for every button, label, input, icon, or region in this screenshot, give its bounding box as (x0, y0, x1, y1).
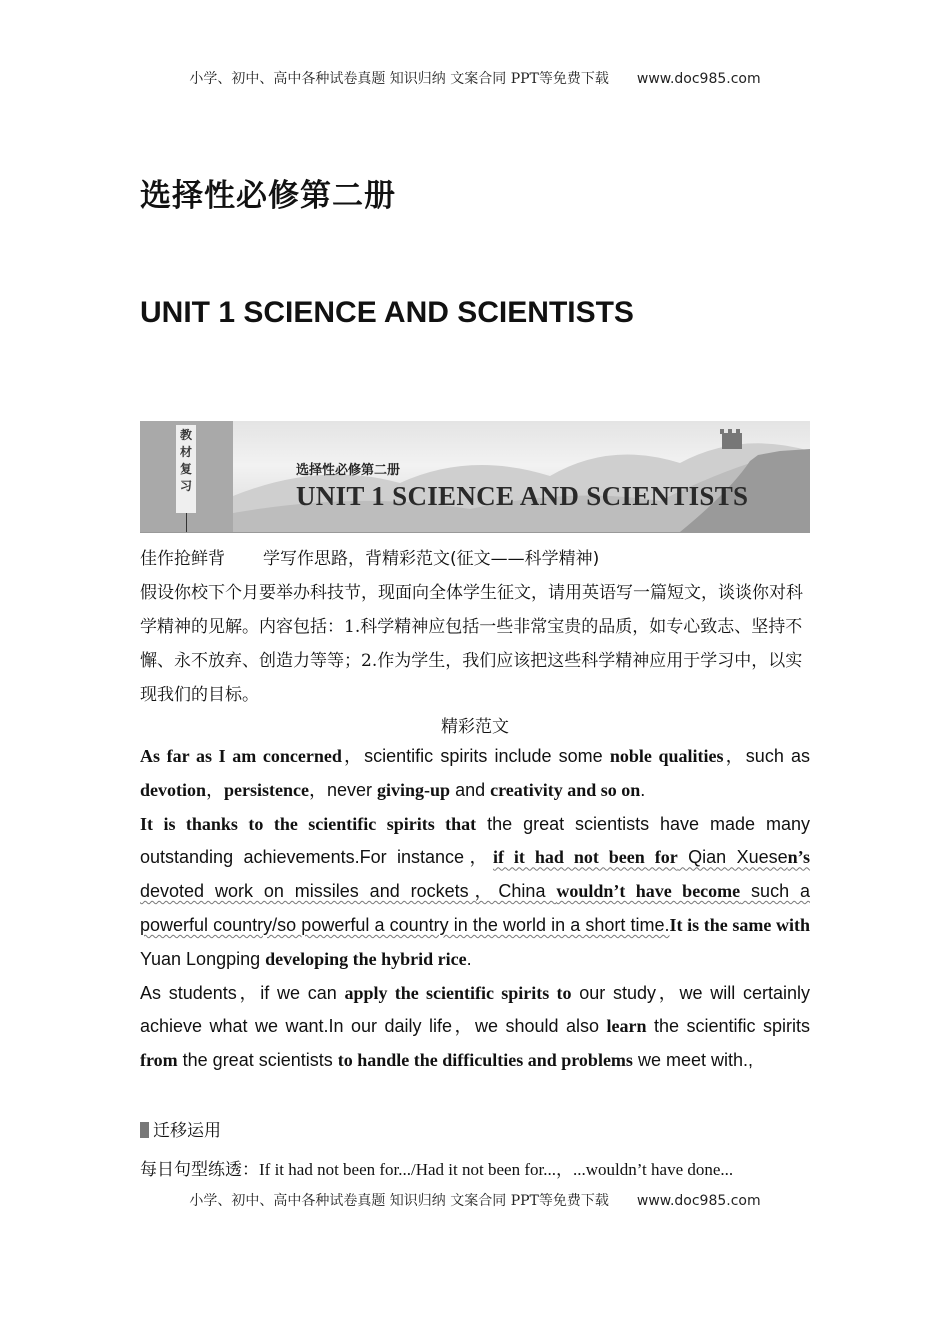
section-marker-icon (140, 1122, 149, 1138)
phrase: It is thanks to the scientific spirits that (140, 813, 477, 834)
text: As students，if we can (140, 982, 345, 1003)
phrase: It is the same with (669, 914, 811, 935)
text: Yuan Longping (140, 948, 266, 969)
mountain-landscape-illustration (140, 421, 810, 532)
unit-title: UNIT 1 SCIENCE AND SCIENTISTS (140, 296, 634, 329)
daily-pattern-text: If it had not been for.../Had it not been for...，...wouldn’t have done... (259, 1160, 734, 1179)
section-heading (140, 544, 810, 569)
banner-tag: 教材复习 (176, 425, 196, 513)
text: devoted work on missiles and rockets，China (140, 881, 557, 902)
phrase: persistence (224, 779, 309, 800)
phrase: developing the hybrid rice (265, 948, 467, 969)
banner-divider (186, 513, 187, 532)
essay-paragraph-2 (140, 808, 810, 977)
phrase: n’s (787, 847, 811, 868)
text: Qian Xuese (677, 847, 788, 868)
text: the scientific spirits (646, 1016, 810, 1037)
transfer-section-heading (140, 1116, 810, 1141)
header-text: 小学、初中、高中各种试卷真题 知识归纳 文案合同 PPT等免费下载 (189, 71, 609, 87)
phrase: wouldn’t have become (556, 881, 741, 902)
phrase: creativity and so on (490, 779, 641, 800)
text: such a powerful country/so powerful a country in the world in a short time. (140, 881, 810, 935)
text: the great scientists (177, 1050, 338, 1071)
daily-pattern-label: 每日句型练透： (140, 1160, 259, 1180)
transfer-label: 迁移运用 (153, 1121, 221, 1141)
phrase: noble qualities (609, 746, 724, 766)
page-footer (0, 1190, 950, 1210)
model-essay (140, 740, 810, 1078)
text: ，such as (723, 746, 810, 766)
text: the great scientists have made many outstanding achievements.For instance， (140, 813, 810, 868)
unit-banner (140, 421, 810, 533)
text: . (640, 779, 646, 800)
phrase: As far as I am concerned (140, 746, 342, 766)
text: ， (206, 779, 225, 800)
model-essay-label: 精彩范文 (441, 717, 509, 737)
text: and (450, 779, 491, 800)
header-site[interactable]: www.doc985.com (636, 71, 761, 87)
footer-site[interactable]: www.doc985.com (636, 1193, 761, 1209)
phrase: devotion (140, 779, 207, 800)
daily-pattern (140, 1155, 810, 1180)
phrase: from (140, 1050, 178, 1071)
phrase: learn (606, 1016, 647, 1037)
text: ，scientific spirits include some (341, 746, 610, 766)
essay-paragraph-3 (140, 977, 810, 1078)
text: we meet with., (632, 1050, 753, 1071)
text: . (466, 948, 472, 969)
essay-paragraph-1 (140, 740, 810, 808)
banner-small-title: 选择性必修第二册 (296, 463, 401, 478)
text: ，never (309, 779, 378, 800)
book-title: 选择性必修第二册 (140, 178, 396, 214)
writing-prompt: 假设你校下个月要举办科技节，现面向全体学生征文，请用英语写一篇短文，谈谈你对科学精神的见解。内容包括：1.科学精神应包括一些非常宝贵的品质，如专心致志、坚持不懈、永不放弃、创造力等等；2.作为学生，我们应该把这些科学精神应用于学习中，以实现我们的目标。 (140, 583, 803, 705)
section-title: 学写作思路，背精彩范文(征文——科学精神) (263, 549, 600, 569)
banner-big-title: UNIT 1 SCIENCE AND SCIENTISTS (296, 481, 749, 511)
text: our study，we will certainly achieve what we want.In our daily life，we should also (140, 982, 810, 1037)
phrase: giving-up (377, 779, 451, 800)
footer-text: 小学、初中、高中各种试卷真题 知识归纳 文案合同 PPT等免费下载 (189, 1193, 609, 1209)
section-label: 佳作抢鲜背 (140, 549, 225, 569)
page-header (0, 68, 950, 88)
phrase: to handle the difficulties and problems (337, 1050, 633, 1071)
phrase: if it had not been for (492, 847, 678, 868)
phrase: apply the scientific spirits to (344, 982, 572, 1003)
